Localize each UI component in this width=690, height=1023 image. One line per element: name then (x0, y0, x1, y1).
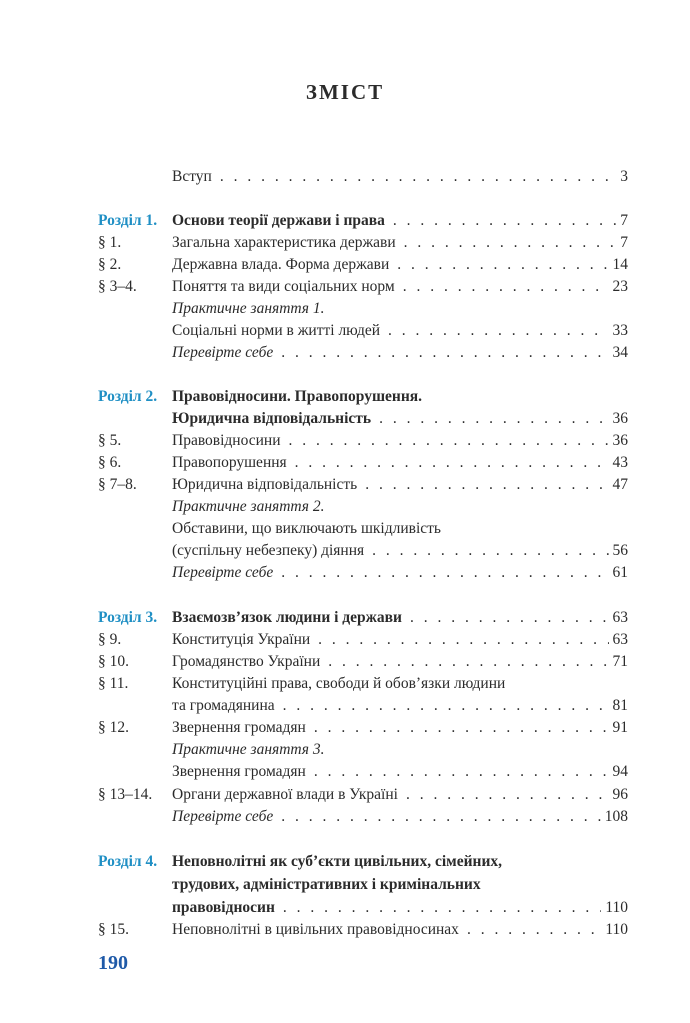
toc-entry[interactable] (98, 695, 628, 717)
toc-entry[interactable] (98, 784, 628, 806)
paragraph-number: § 5. (98, 432, 122, 449)
toc-leader-dots (283, 695, 609, 717)
toc-leader-dots (403, 276, 609, 298)
toc-entry-review[interactable] (98, 562, 628, 584)
toc-entry-page: 81 (612, 697, 628, 714)
paragraph-number: § 3–4. (98, 278, 137, 295)
toc-leader-dots (314, 761, 609, 783)
toc-leader-dots (388, 320, 608, 342)
toc-section-4[interactable] (98, 851, 628, 873)
paragraph-number: § 13–14. (98, 786, 153, 803)
toc-entry-text: Громадянство України (172, 653, 321, 670)
toc-entry-page: 14 (612, 256, 628, 273)
toc-section-4-cont[interactable] (98, 874, 628, 896)
toc-leader-dots (283, 897, 601, 919)
toc-entry-page: 91 (612, 719, 628, 736)
page-title: ЗМІСТ (305, 80, 385, 104)
toc-entry-line[interactable] (98, 518, 628, 540)
toc-entry-text: Практичне заняття 1. (172, 300, 325, 317)
toc-entry[interactable] (98, 761, 628, 783)
toc-entry-text: Соціальні норми в житті людей (172, 322, 381, 339)
toc-entry-page: 43 (612, 454, 628, 471)
toc-entry-text: Практичне заняття 3. (172, 741, 325, 758)
toc-entry-page: 47 (612, 476, 628, 493)
toc-entry-practice-label (98, 298, 628, 320)
toc-entry-page: 94 (612, 763, 628, 780)
toc-entry[interactable] (98, 717, 628, 739)
toc-leader-dots (281, 806, 600, 828)
paragraph-number: § 1. (98, 234, 122, 251)
section-title: Неповнолітні як суб’єкти цивільних, сімейних, (172, 853, 503, 870)
page-number: 190 (98, 952, 128, 974)
toc-entry[interactable] (98, 629, 628, 651)
toc-entry-text: Неповнолітні в цивільних правовідносинах (172, 921, 459, 938)
toc-entry-page: 36 (612, 410, 628, 427)
toc-leader-dots (404, 232, 617, 254)
toc-entry-text: та громадянина (172, 697, 275, 714)
paragraph-number: § 12. (98, 719, 129, 736)
toc-leader-dots (379, 408, 608, 430)
toc-leader-dots (397, 254, 608, 276)
toc-entry-text: Правопорушення (172, 454, 287, 471)
toc-entry-page: 3 (620, 168, 628, 185)
toc-leader-dots (410, 607, 609, 629)
paragraph-number: § 7–8. (98, 476, 137, 493)
toc-leader-dots (281, 562, 608, 584)
section-title: Правовідносини. Правопорушення. (172, 388, 423, 405)
toc-entry-text: Державна влада. Форма держави (172, 256, 390, 273)
toc-entry[interactable] (98, 430, 628, 452)
toc-entry-page: 61 (612, 564, 628, 581)
toc-entry-page: 108 (604, 808, 628, 825)
toc-entry[interactable] (98, 232, 628, 254)
toc-leader-dots (314, 717, 609, 739)
toc-leader-dots (406, 784, 609, 806)
paragraph-number: § 10. (98, 653, 129, 670)
toc-entry-text: Поняття та види соціальних норм (172, 278, 395, 295)
toc-entry[interactable] (98, 276, 628, 298)
toc-entry-page: 7 (620, 212, 628, 229)
toc-entry-page: 34 (612, 344, 628, 361)
paragraph-number: § 6. (98, 454, 122, 471)
toc-entry[interactable] (98, 919, 628, 941)
toc-entry-review[interactable] (98, 806, 628, 828)
toc-leader-dots (393, 210, 616, 232)
toc-entry-text: (суспільну небезпеку) діяння (172, 542, 365, 559)
section-number: Розділ 3. (98, 609, 158, 626)
toc-entry-practice-label (98, 496, 628, 518)
section-title: Основи теорії держави і права (172, 212, 385, 229)
toc-entry-page: 110 (605, 899, 628, 916)
toc-entry-page: 23 (612, 278, 628, 295)
section-title: правовідносин (172, 899, 275, 916)
toc-section-2-cont[interactable] (98, 408, 628, 430)
toc-entry-text: Перевірте себе (172, 808, 274, 825)
toc-leader-dots (372, 540, 608, 562)
section-number: Розділ 1. (98, 212, 158, 229)
toc-entry-text: Юридична відповідальність (172, 476, 358, 493)
toc-entry[interactable] (98, 452, 628, 474)
toc-entry-intro[interactable] (98, 166, 628, 188)
toc-entry-text: Загальна характеристика держави (172, 234, 396, 251)
toc-entry-page: 56 (612, 542, 628, 559)
toc-leader-dots (220, 166, 616, 188)
toc-entry-review[interactable] (98, 342, 628, 364)
section-number: Розділ 4. (98, 853, 158, 870)
toc-entry[interactable] (98, 673, 628, 695)
toc-entry-text: Конституція України (172, 631, 311, 648)
toc-entry[interactable] (98, 254, 628, 276)
toc-entry-text: Перевірте себе (172, 564, 274, 581)
toc-leader-dots (289, 430, 609, 452)
toc-entry-text: Вступ (172, 168, 212, 185)
toc-entry-text: Правовідносини (172, 432, 281, 449)
toc-leader-dots (328, 651, 608, 673)
toc-entry-page: 96 (612, 786, 628, 803)
toc-entry-text: Конституційні права, свободи й обов’язки людини (172, 675, 506, 692)
toc-entry-page: 36 (612, 432, 628, 449)
toc-entry[interactable] (98, 651, 628, 673)
toc-entry-page: 7 (620, 234, 628, 251)
toc-leader-dots (295, 452, 609, 474)
paragraph-number: § 15. (98, 921, 129, 938)
toc-entry-text: Звернення громадян (172, 719, 306, 736)
paragraph-number: § 2. (98, 256, 122, 273)
toc-leader-dots (318, 629, 608, 651)
toc-entry[interactable] (98, 320, 628, 342)
toc-entry-page: 33 (612, 322, 628, 339)
toc-entry-page: 63 (612, 609, 628, 626)
toc-entry-text: Органи державної влади в Україні (172, 786, 398, 803)
toc-section-1[interactable] (98, 210, 628, 232)
toc-section-4-cont[interactable] (98, 897, 628, 919)
toc-entry-page: 63 (612, 631, 628, 648)
toc-entry-text: Звернення громадян (172, 763, 306, 780)
toc-entry-text: Обставини, що виключають шкідливість (172, 520, 441, 537)
toc-section-2[interactable] (98, 386, 628, 408)
toc-entry-text: Перевірте себе (172, 344, 274, 361)
section-title: Взаємозв’язок людини і держави (172, 609, 402, 626)
section-title: Юридична відповідальність (172, 410, 372, 427)
paragraph-number: § 9. (98, 631, 122, 648)
toc-entry[interactable] (98, 540, 628, 562)
toc-entry-page: 110 (605, 921, 628, 938)
section-number: Розділ 2. (98, 388, 158, 405)
toc-entry-page: 71 (612, 653, 628, 670)
section-title: трудових, адміністративних і кримінальних (172, 876, 481, 893)
paragraph-number: § 11. (98, 675, 129, 692)
toc-entry-practice-label (98, 739, 628, 761)
toc-leader-dots (365, 474, 608, 496)
toc-entry-text: Практичне заняття 2. (172, 498, 325, 515)
toc-entry[interactable] (98, 474, 628, 496)
toc-leader-dots (281, 342, 608, 364)
toc-section-3[interactable] (98, 607, 628, 629)
toc-leader-dots (467, 919, 601, 941)
